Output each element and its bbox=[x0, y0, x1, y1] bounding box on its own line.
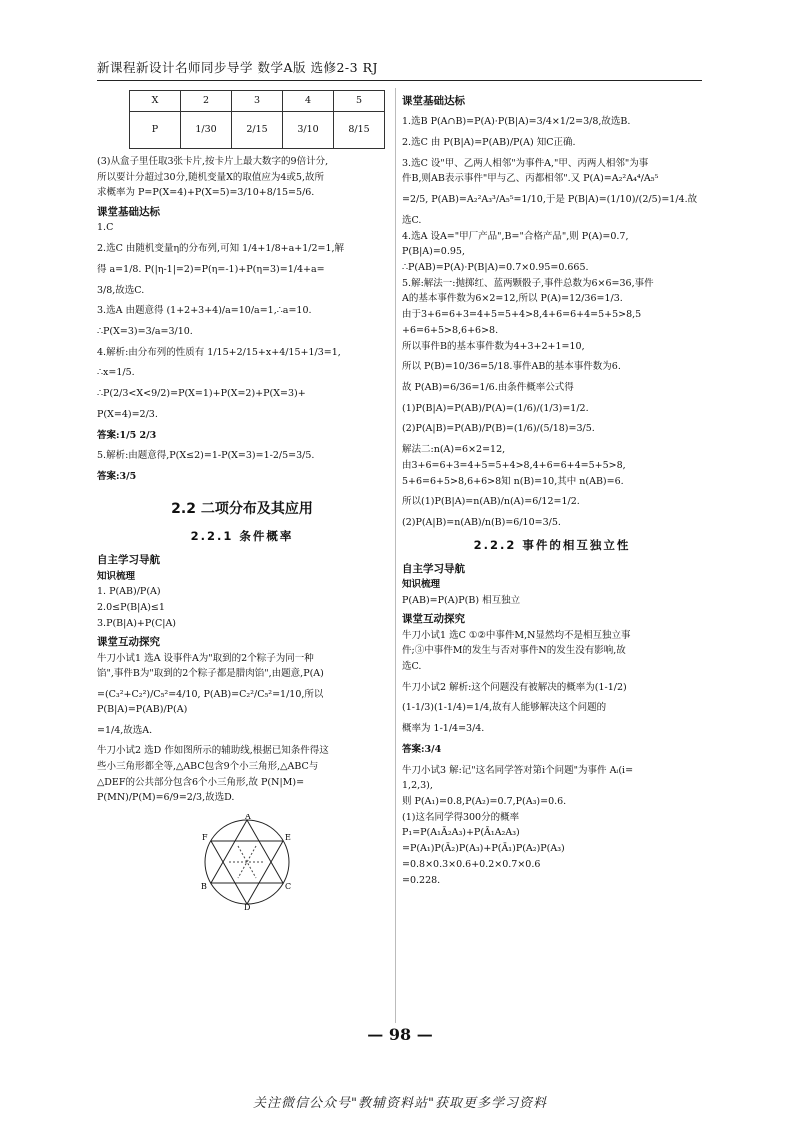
section-title: 2.2.1 条件概率 bbox=[190, 529, 294, 544]
text-line: (3)从盒子里任取3张卡片,按卡片上最大数字的9倍计分, bbox=[97, 156, 329, 167]
text-line: 所以事件B的基本事件数为4+3+2+1=10, bbox=[402, 340, 585, 352]
hexagram-diagram bbox=[197, 814, 297, 910]
text-line: 4.选A 设A="甲厂产品",B="合格产品",则 P(A)=0.7, bbox=[402, 230, 629, 242]
table-cell: 8/15 bbox=[334, 112, 385, 149]
text-line: P(AB)=P(A)P(B) 相互独立 bbox=[402, 594, 521, 606]
text-line: 5.解:解法一:抛掷红、蓝两颗骰子,事件总数为6×6=36,事件 bbox=[402, 277, 654, 289]
text-line: 2.选C 由 P(B|A)=P(AB)/P(A) 知C正确. bbox=[402, 136, 576, 148]
text-line: 5+6=6+5>8,6+6>8知 n(B)=10,其中 n(AB)=6. bbox=[402, 475, 624, 487]
text-line: (1)这名同学得300分的概率 bbox=[402, 811, 520, 823]
vertex-label: E bbox=[285, 833, 291, 843]
table-row-x bbox=[130, 91, 385, 112]
text-line: 牛刀小试3 解:记"这名同学答对第i个问题"为事件 Aᵢ(i= bbox=[402, 764, 634, 776]
text-line: 件B,则AB表示事件"甲与乙、丙都相邻".又 P(A)=A₂²A₄⁴/A₅⁵ bbox=[402, 173, 659, 185]
text-line: A的基本事件数为6×2=12,所以 P(A)=12/36=1/3. bbox=[402, 293, 623, 305]
chapter-title: 2.2 二项分布及其应用 bbox=[171, 500, 313, 517]
text-line: 得 a=1/8. P(|η-1|=2)=P(η=-1)+P(η=3)=1/4+a= bbox=[97, 263, 325, 275]
text-line: =P(A₁)P(Ā₂)P(A₃)+P(Ā₁)P(A₂)P(A₃) bbox=[402, 843, 565, 855]
text-line: 馅",事件B为"取到的2个粽子都是腊肉馅",由题意,P(A) bbox=[97, 668, 324, 680]
vertex-label: A bbox=[245, 814, 251, 822]
table-cell: X bbox=[130, 91, 181, 112]
text-line: 选C. bbox=[402, 661, 422, 673]
text-line: 所以 P(B)=10/36=5/18.事件AB的基本事件数为6. bbox=[402, 361, 621, 373]
section-heading: 课堂互动探究 bbox=[402, 613, 465, 626]
vertex-label: F bbox=[202, 833, 208, 843]
text-line: 1.C bbox=[97, 222, 114, 234]
text-line: 3/8,故选C. bbox=[97, 284, 145, 296]
text-line: (1)P(B|A)=P(AB)/P(A)=(1/6)/(1/3)=1/2. bbox=[402, 402, 589, 414]
text-line: =2/5, P(AB)=A₂²A₃³/A₅⁵=1/10,于是 P(B|A)=(1/10)/(2/5)=1/4.故 bbox=[402, 194, 698, 206]
text-line: P(MN)/P(M)=6/9=2/3,故选D. bbox=[97, 792, 235, 804]
text-line: 1.选B P(A∩B)=P(A)·P(B|A)=3/4×1/2=3/8,故选B. bbox=[402, 116, 631, 128]
right-column bbox=[402, 90, 702, 889]
text-line: 由3+6=6+3=4+5=5+4>8,4+6=6+4=5+5>8, bbox=[402, 459, 626, 471]
vertex-label: D bbox=[244, 903, 251, 911]
text-line: P₁=P(A₁Ā₂A₃)+P(Ā₁A₂A₃) bbox=[402, 827, 520, 839]
text-line: 牛刀小试1 选A 设事件A为"取到的2个粽子为同一种 bbox=[97, 652, 314, 664]
column-divider bbox=[395, 88, 396, 1023]
footer-note: 关注微信公众号"教辅资料站"获取更多学习资料 bbox=[253, 1096, 547, 1111]
hexagram-figure bbox=[197, 814, 387, 916]
text-line: 概率为 1-1/4=3/4. bbox=[402, 723, 485, 735]
text-line: 些小三角形都全等,△ABC包含9个小三角形,△ABC与 bbox=[97, 760, 319, 772]
table-cell: 5 bbox=[334, 91, 385, 112]
section-heading: 课堂基础达标 bbox=[402, 95, 465, 107]
text-line: 5.解析:由题意得,P(X≤2)=1-P(X=3)=1-2/5=3/5. bbox=[97, 450, 315, 462]
text-line: 1. P(AB)/P(A) bbox=[97, 586, 161, 598]
text-line: 解法二:n(A)=6×2=12, bbox=[402, 444, 506, 456]
text-line: 所以(1)P(B|A)=n(AB)/n(A)=6/12=1/2. bbox=[402, 496, 580, 508]
text-line: =0.8×0.3×0.6+0.2×0.7×0.6 bbox=[402, 858, 541, 870]
table-cell: 3/10 bbox=[283, 112, 334, 149]
text-line: 故 P(AB)=6/36=1/6.由条件概率公式得 bbox=[402, 382, 574, 394]
text-line: 求概率为 P=P(X=4)+P(X=5)=3/10+8/15=5/6. bbox=[97, 187, 315, 199]
vertex-label: C bbox=[285, 882, 292, 892]
answer-line: 答案:3/4 bbox=[402, 743, 442, 755]
table-cell: 4 bbox=[283, 91, 334, 112]
subsection-heading: 知识梳理 bbox=[97, 570, 136, 582]
text-line: =0.228. bbox=[402, 874, 441, 886]
text-line: P(X=4)=2/3. bbox=[97, 408, 158, 420]
page-number: — 98 — bbox=[367, 1025, 433, 1044]
text-line: ∴P(2/3<X<9/2)=P(X=1)+P(X=2)+P(X=3)+ bbox=[97, 388, 306, 400]
text-line: 4.解析:由分布列的性质有 1/15+2/15+x+4/15+1/3=1, bbox=[97, 346, 341, 358]
text-line: P(B|A)=0.95, bbox=[402, 246, 465, 258]
text-line: (2)P(A|B)=P(AB)/P(B)=(1/6)/(5/18)=3/5. bbox=[402, 423, 595, 435]
table-row-p bbox=[130, 112, 385, 149]
text-line: =(C₃²+C₂²)/C₅²=4/10, P(AB)=C₂²/C₅²=1/10,所以 P(B|A)=P(AB)/P(A) bbox=[97, 689, 324, 715]
table-cell: 2/15 bbox=[232, 112, 283, 149]
text-line: ∴P(AB)=P(A)·P(B|A)=0.7×0.95=0.665. bbox=[402, 262, 589, 274]
text-line: 3.选A 由题意得 (1+2+3+4)/a=10/a=1,∴a=10. bbox=[97, 305, 312, 317]
text-line: 牛刀小试2 解析:这个问题没有被解决的概率为(1-1/2) bbox=[402, 681, 627, 693]
section-heading: 课堂基础达标 bbox=[97, 206, 160, 219]
vertex-label: B bbox=[201, 882, 207, 892]
text-line: (1-1/3)(1-1/4)=1/4,故有人能够解决这个问题的 bbox=[402, 702, 607, 714]
header-title: 新课程新设计名师同步导学 数学A版 选修2-3 RJ bbox=[97, 60, 379, 75]
text-line: 3.P(B|A)+P(C|A) bbox=[97, 617, 177, 629]
text-line: 2.选C 由随机变量η的分布列,可知 1/4+1/8+a+1/2=1,解 bbox=[97, 243, 345, 255]
text-line: ∴x=1/5. bbox=[97, 367, 135, 379]
section-heading: 课堂互动探究 bbox=[97, 636, 160, 649]
section-title: 2.2.2 事件的相互独立性 bbox=[473, 537, 631, 552]
table-cell: 3 bbox=[232, 91, 283, 112]
section-heading: 自主学习导航 bbox=[97, 554, 160, 567]
distribution-table bbox=[129, 90, 385, 149]
text-line: 选C. bbox=[402, 214, 422, 226]
table-cell: 2 bbox=[181, 91, 232, 112]
subsection-heading: 知识梳理 bbox=[402, 578, 441, 590]
table-cell: P bbox=[130, 112, 181, 149]
text-line: ∴P(X=3)=3/a=3/10. bbox=[97, 326, 193, 338]
text-line: =1/4,故选A. bbox=[97, 724, 153, 736]
page-header bbox=[97, 58, 702, 81]
text-line: (2)P(A|B)=n(AB)/n(B)=6/10=3/5. bbox=[402, 517, 561, 529]
text-line: 2.0≤P(B|A)≤1 bbox=[97, 601, 165, 613]
left-column bbox=[97, 90, 387, 916]
text-line: 所以要计分超过30分,随机变量X的取值应为4或5,故所 bbox=[97, 171, 324, 183]
text-line: +6=6+5>8,6+6>8. bbox=[402, 324, 499, 336]
text-line: 则 P(A₁)=0.8,P(A₂)=0.7,P(A₃)=0.6. bbox=[402, 796, 567, 808]
answer-line: 答案:1/5 2/3 bbox=[97, 429, 157, 441]
text-line: 由于3+6=6+3=4+5=5+4>8,4+6=6+4=5+5>8,5 bbox=[402, 309, 642, 321]
text-line: 牛刀小试2 选D 作如图所示的辅助线,根据已知条件得这 bbox=[97, 745, 329, 757]
text-line: 1,2,3), bbox=[402, 780, 433, 792]
answer-line: 答案:3/5 bbox=[97, 471, 137, 483]
text-line: 牛刀小试1 选C ①②中事件M,N显然均不是相互独立事 bbox=[402, 629, 631, 641]
text-line: 件;③中事件M的发生与否对事件N的发生没有影响,故 bbox=[402, 645, 626, 657]
text-line: △DEF的公共部分包含6个小三角形,故 P(N|M)= bbox=[97, 776, 305, 788]
text-line: 3.选C 设"甲、乙两人相邻"为事件A,"甲、丙两人相邻"为事 bbox=[402, 157, 649, 169]
section-heading: 自主学习导航 bbox=[402, 562, 465, 575]
table-cell: 1/30 bbox=[181, 112, 232, 149]
